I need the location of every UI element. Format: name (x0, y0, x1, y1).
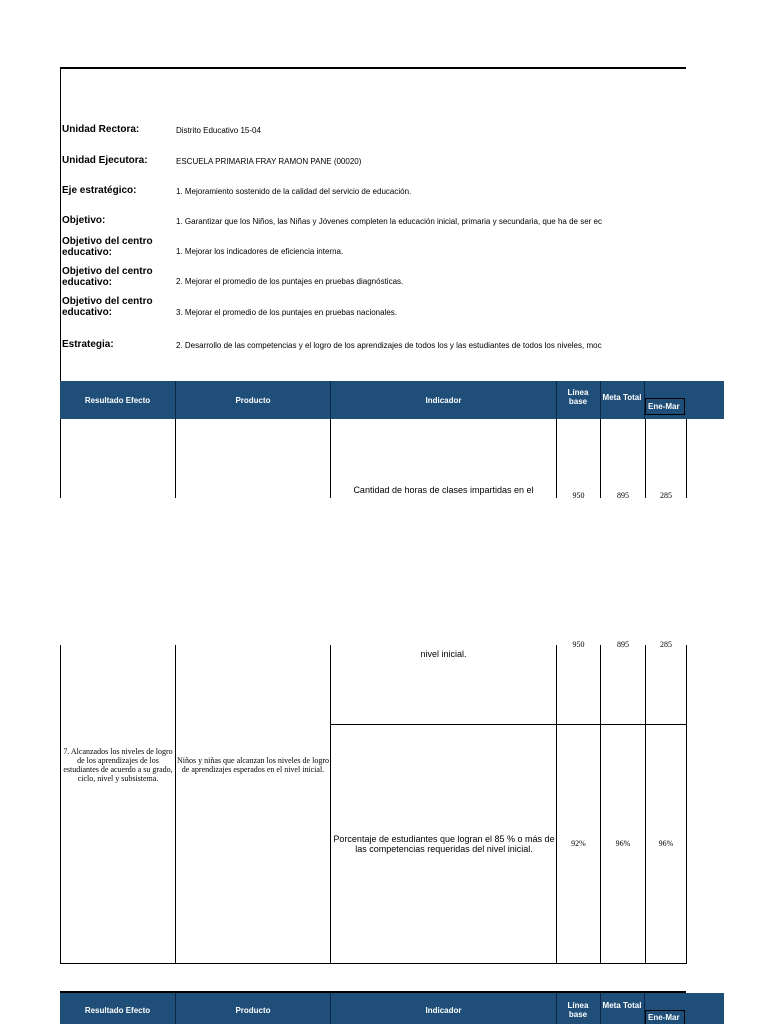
info-value-objetivo-centro-1: 1. Mejorar los indicadores de eficiencia interna. (176, 247, 344, 256)
linea-base-bottom: 950 (572, 640, 585, 649)
info-value-objetivo: 1. Garantizar que los Niños, las Niñas y Jóvenes completen la educación inicial, primaria y secundaria, que ha de ser ec (176, 217, 602, 226)
info-value-objetivo-centro-2: 2. Mejorar el promedio de los puntajes en pruebas diagnósticas. (176, 277, 404, 286)
header-producto: Producto (235, 395, 271, 405)
ene-mar-row2: 96% (658, 838, 674, 848)
header-meta-total: Meta Total (602, 392, 642, 402)
page-top-border (60, 67, 686, 69)
meta-total-top: 895 (617, 491, 629, 500)
ene-mar-bottom: 285 (660, 640, 672, 649)
header-ene-mar-repeat: Ene-Mar (645, 1010, 685, 1024)
info-label-unidad-rectora: Unidad Rectora: (62, 124, 140, 135)
header-indicador: Indicador (425, 395, 462, 405)
header-ene-mar: Ene-Mar (645, 398, 685, 415)
info-label-objetivo-centro-3: Objetivo del centro educativo: (62, 296, 153, 318)
ene-mar-top: 285 (660, 491, 672, 500)
resultado-efecto-cell: 7. Alcanzados los niveles de logro de los aprendizajes de los estudiantes de acuerdo a su grado, ciclo, nivel y subsistema. (63, 747, 173, 783)
indicator-horas-clases-top: Cantidad de horas de clases impartidas en el (353, 485, 534, 495)
info-label-objetivo: Objetivo: (62, 215, 106, 226)
info-value-unidad-rectora: Distrito Educativo 15-04 (176, 126, 261, 135)
header-meta-total-repeat: Meta Total (602, 1001, 642, 1010)
meta-total-row2: 96% (615, 838, 631, 848)
info-value-objetivo-centro-3: 3. Mejorar el promedio de los puntajes en pruebas nacionales. (176, 308, 398, 317)
header-resultado-efecto-repeat: Resultado Efecto (84, 1006, 151, 1015)
indicator-porcentaje-estudiantes: Porcentaje de estudiantes que logran el 85 % o más de las competencias requeridas del nivel inicial. (333, 834, 555, 854)
table-header-repeat (60, 993, 724, 1024)
table-header (60, 381, 724, 419)
header-linea-base: Línea base (567, 388, 589, 406)
info-label-unidad-ejecutora: Unidad Ejecutora: (62, 155, 148, 166)
header-producto-repeat: Producto (235, 1006, 271, 1015)
page-left-border (60, 67, 61, 381)
info-value-unidad-ejecutora: ESCUELA PRIMARIA FRAY RAMON PANE (00020) (176, 157, 362, 166)
info-label-eje: Eje estratégico: (62, 185, 137, 196)
header-linea-base-repeat: Línea base (567, 1001, 589, 1019)
info-label-objetivo-centro-2: Objetivo del centro educativo: (62, 266, 153, 288)
producto-cell: Niños y niñas que alcanzan los niveles de logro de aprendizajes esperados en el nivel inicial. (177, 756, 329, 774)
linea-base-top: 950 (572, 491, 585, 500)
info-label-objetivo-centro-1: Objetivo del centro educativo: (62, 236, 153, 258)
info-value-eje: 1. Mejoramiento sostenido de la calidad del servicio de educación. (176, 187, 412, 196)
header-indicador-repeat: Indicador (425, 1006, 462, 1015)
info-label-estrategia: Estrategia: (62, 339, 114, 350)
info-value-estrategia: 2. Desarrollo de las competencias y el logro de los aprendizajes de todos los y las estudiantes de todos los niveles, moc (176, 341, 602, 350)
indicator-horas-clases-bottom: nivel inicial. (420, 649, 467, 659)
linea-base-row2: 92% (571, 838, 586, 848)
meta-total-bottom: 895 (617, 640, 629, 649)
header-resultado-efecto: Resultado Efecto (84, 395, 151, 405)
